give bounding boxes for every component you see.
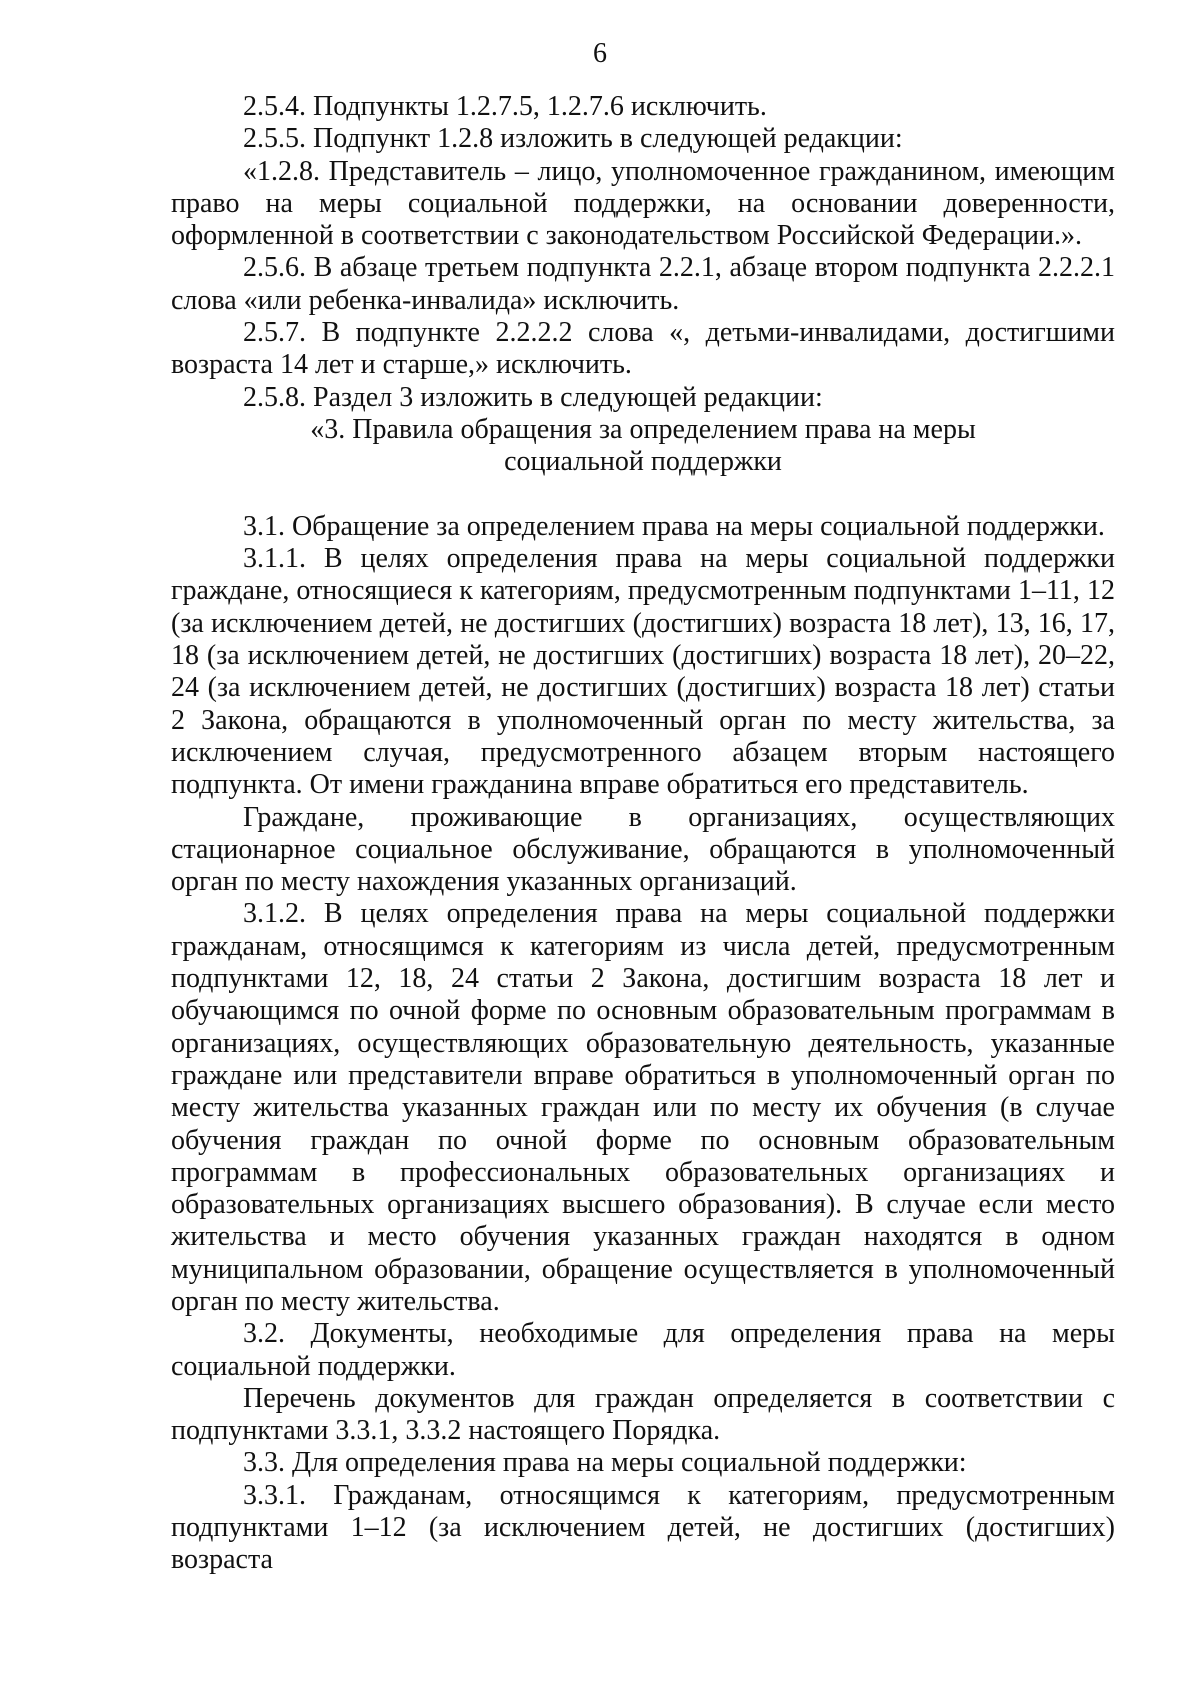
paragraph-document-list: Перечень документов для граждан определяется в соответствии с подпунктами 3.3.1, 3.3.2 настоящего Порядка. — [171, 1382, 1115, 1447]
paragraph-2-5-5: 2.5.5. Подпункт 1.2.8 изложить в следующей редакции: — [243, 123, 903, 155]
paragraph-2-5-7: 2.5.7. В подпункте 2.2.2.2 слова «, детьми-инвалидами, достигшими возраста 14 лет и старше,» исключить. — [171, 317, 1115, 381]
paragraph-3-1-1: 3.1.1. В целях определения права на меры социальной поддержки граждане, относящиеся к категориям, предусмотренным подпунктами 1–11, 12 (за исключением детей, не достигших (достигших) возраста 18 лет), 13, 16, 17, 18 (за исключением детей, не достигших (достигших) возраста 18 лет), 20–22, 24 (за исключением детей, не достигших (достигших) возраста 18 лет) статьи 2 Закона, обращаются в уполномоченный орган по месту жительства, за исключением случая, предусмотренного абзацем вторым настоящего подпункта. От имени гражданина вправе обратиться его представитель. — [171, 543, 1115, 801]
paragraph-1-2-8-quote: «1.2.8. Представитель – лицо, уполномоченное гражданином, имеющим право на меры социальной поддержки, на основании доверенности, оформленной в соответствии с законодательством Российской Федерации.». — [171, 155, 1115, 252]
paragraph-3-3-1: 3.3.1. Гражданам, относящимся к категориям, предусмотренным подпунктами 1–12 (за исключением детей, не достигших (достигших) возраста — [171, 1479, 1115, 1576]
paragraph-3-1: 3.1. Обращение за определением права на меры социальной поддержки. — [243, 510, 1105, 542]
paragraph-2-5-6: 2.5.6. В абзаце третьем подпункта 2.2.1, абзаце втором подпункта 2.2.2.1 слова «или ребенка-инвалида» исключить. — [171, 252, 1115, 316]
document-body — [171, 91, 1115, 1577]
section-heading-line2: социальной поддержки — [504, 446, 782, 478]
paragraph-stationary-residents: Граждане, проживающие в организациях, осуществляющих стационарное социальное обслуживание, обращаются в уполномоченный орган по месту нахождения указанных организаций. — [171, 801, 1115, 898]
page-number: 6 — [593, 38, 607, 69]
heading-spacer — [171, 479, 1115, 511]
section-heading-line1: «3. Правила обращения за определением права на меры — [310, 413, 976, 445]
paragraph-3-1-2: 3.1.2. В целях определения права на меры социальной поддержки гражданам, относящимся к категориям из числа детей, предусмотренным подпунктами 12, 18, 24 статьи 2 Закона, достигшим возраста 18 лет и обучающимся по очной форме по основным образовательным программам в организациях, осуществляющих образовательную деятельность, указанные граждане или представители вправе обратиться в уполномоченный орган по месту жительства указанных граждан или по месту их обучения (в случае обучения граждан по очной форме по основным образовательным программам в профессиональных образовательных организациях и образовательных организациях высшего образования). В случае если место жительства и место обучения указанных граждан находятся в одном муниципальном образовании, обращение осуществляется в уполномоченный орган по месту жительства. — [171, 898, 1115, 1317]
paragraph-2-5-4: 2.5.4. Подпункты 1.2.7.5, 1.2.7.6 исключить. — [243, 91, 767, 122]
paragraph-3-2: 3.2. Документы, необходимые для определения права на меры социальной поддержки. — [171, 1318, 1115, 1382]
paragraph-2-5-8: 2.5.8. Раздел 3 изложить в следующей редакции: — [243, 381, 823, 413]
paragraph-3-3: 3.3. Для определения права на меры социальной поддержки: — [243, 1447, 967, 1479]
